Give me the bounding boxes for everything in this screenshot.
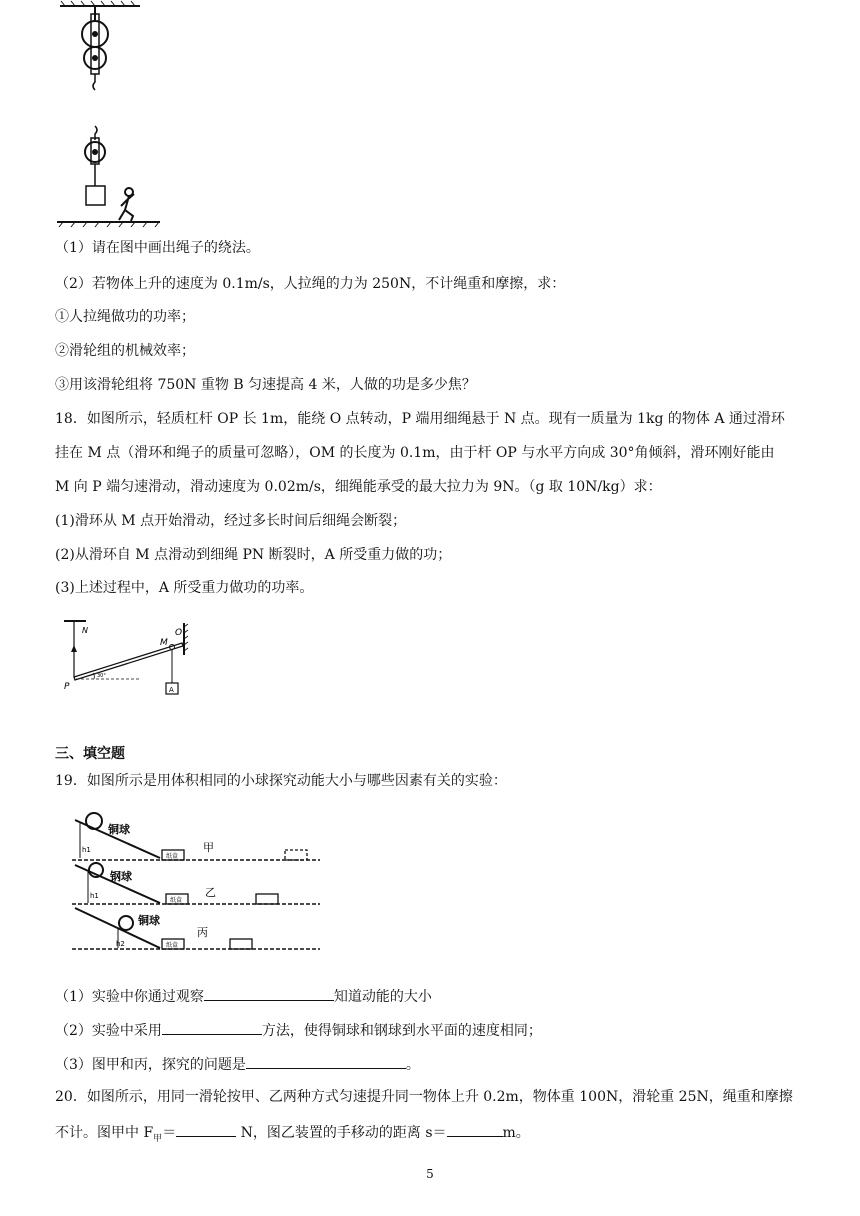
q20-mid: N，图乙装置的手移动的距离 s＝ <box>236 1125 447 1141</box>
q19-sub3-post: 。 <box>405 1057 420 1073</box>
q19-sub2-post: 方法，使得铜球和钢球到水平面的速度相同； <box>261 1023 542 1039</box>
kinetic-energy-figure <box>70 808 330 958</box>
q18-line3: M 向 P 端匀速滑动，滑动速度为 0.02m/s，细绳能承受的最大拉力为 9N。（g 取 10N/kg）求： <box>55 479 662 495</box>
ball-label-3: 铜球 <box>138 914 160 927</box>
q20-end: m。 <box>502 1125 530 1141</box>
q17-sub1: （1）请在图中画出绳子的绕法。 <box>55 240 260 256</box>
q20-line2 <box>55 1121 530 1149</box>
h2-label: h2 <box>116 940 125 948</box>
q19-sub1 <box>55 985 432 1007</box>
q19-sub2 <box>55 1019 542 1041</box>
answer-blank-1[interactable] <box>204 985 334 1001</box>
label-A: A <box>169 686 174 694</box>
label-M: M <box>160 638 168 648</box>
answer-blank-2[interactable] <box>162 1019 262 1035</box>
q17-item1: ①人拉绳做功的功率； <box>55 309 195 325</box>
box-label-3: 纸盒 <box>166 942 179 949</box>
q19-sub1-pre: （1）实验中你通过观察 <box>55 989 204 1005</box>
ball-label-2: 钢球 <box>110 870 132 883</box>
q19-sub2-pre: （2）实验中采用 <box>55 1023 162 1039</box>
q20-pre: 不计。图甲中 F <box>55 1125 154 1141</box>
q18-sub2: (2)从滑环自 M 点滑动到细绳 PN 断裂时，A 所受重力做的功； <box>55 547 452 563</box>
q20-line1: 20．如图所示，用同一滑轮按甲、乙两种方式匀速提升同一物体上升 0.2m，物体重 100N，滑轮重 25N，绳重和摩擦 <box>55 1089 793 1105</box>
label-N: N <box>82 626 88 635</box>
answer-blank-3[interactable] <box>246 1053 406 1069</box>
q18-line2: 挂在 M 点（滑环和绳子的质量可忽略），OM 的长度为 0.1m，由于杆 OP 与水平方向成 30°角倾斜，滑环刚好能由 <box>55 445 775 461</box>
q19-sub1-post: 知道动能的大小 <box>333 989 432 1005</box>
label-angle: 30° <box>97 673 106 679</box>
q19-sub3 <box>55 1053 420 1075</box>
lever-figure <box>60 615 200 700</box>
q18-line1: 18．如图所示，轻质杠杆 OP 长 1m，能绕 O 点转动，P 端用细绳悬于 N 点。现有一质量为 1kg 的物体 A 通过滑环 <box>55 411 785 427</box>
q17-sub2: （2）若物体上升的速度为 0.1m/s，人拉绳的力为 250N，不计绳重和摩擦，求： <box>55 276 566 292</box>
box-label-1: 纸盒 <box>166 853 179 860</box>
pulley-figure <box>55 0 165 230</box>
q20-sub: 甲 <box>153 1133 163 1144</box>
q20-eq: ＝ <box>162 1125 177 1141</box>
tag-yi: 乙 <box>205 886 216 899</box>
h1-label-a: h1 <box>82 846 91 854</box>
q19-stem: 19．如图所示是用体积相同的小球探究动能大小与哪些因素有关的实验： <box>55 773 507 789</box>
box-label-2: 纸盒 <box>170 897 183 904</box>
label-O: O <box>175 628 183 638</box>
q18-sub1: (1)滑环从 M 点开始滑动，经过多长时间后细绳会断裂； <box>55 513 407 529</box>
tag-bing: 丙 <box>197 926 208 939</box>
h1-label-b: h1 <box>90 892 99 900</box>
ball-label-1: 铜球 <box>108 823 130 836</box>
tag-jia: 甲 <box>203 841 214 854</box>
answer-blank-4[interactable] <box>176 1121 236 1137</box>
section-title: 三、填空题 <box>55 746 125 762</box>
q17-item3: ③用该滑轮组将 750N 重物 B 匀速提高 4 米，人做的功是多少焦？ <box>55 377 476 393</box>
q19-sub3-pre: （3）图甲和丙，探究的问题是 <box>55 1057 246 1073</box>
page-number: 5 <box>426 1167 434 1181</box>
q18-sub3: (3)上述过程中，A 所受重力做功的功率。 <box>55 580 314 596</box>
label-P: P <box>64 682 70 692</box>
answer-blank-5[interactable] <box>447 1121 503 1137</box>
q17-item2: ②滑轮组的机械效率； <box>55 343 195 359</box>
